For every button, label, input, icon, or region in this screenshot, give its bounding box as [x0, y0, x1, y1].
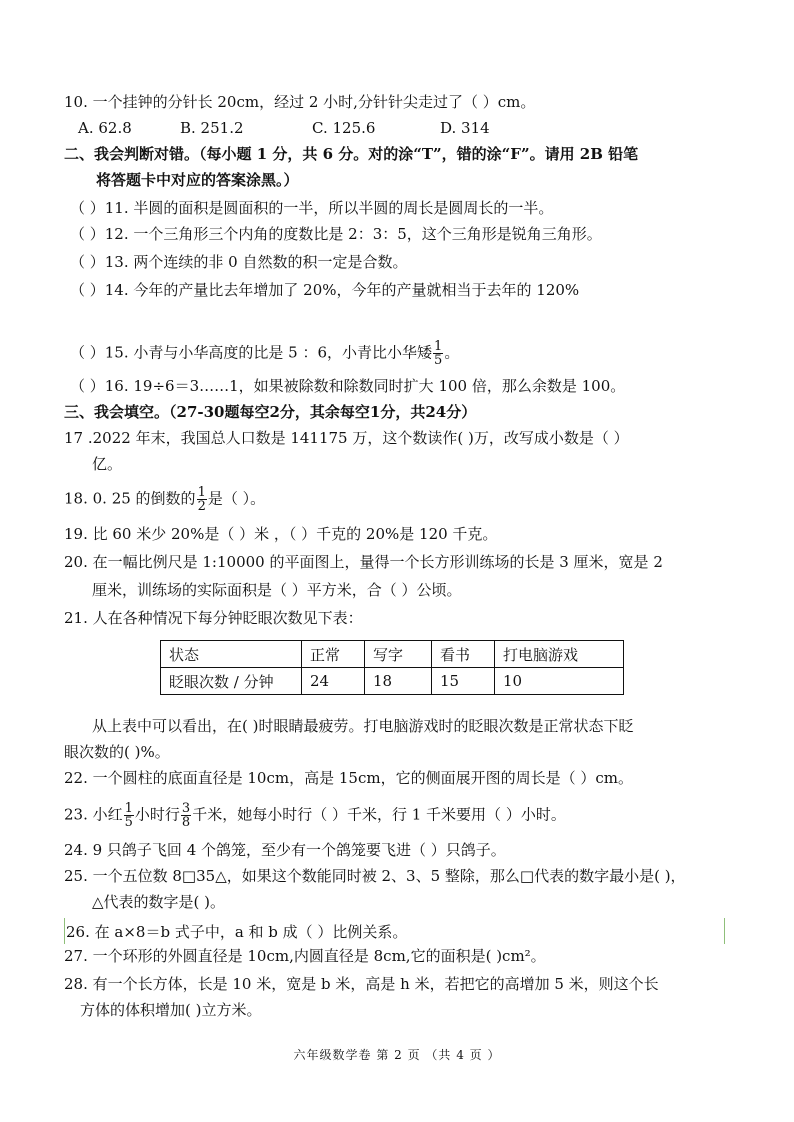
table-header-cell: 看书 [432, 641, 495, 668]
question-28-line1: 28. 有一个长方体，长是 10 米，宽是 b 米，高是 h 米，若把它的高增加 5 米，则这个长 [64, 975, 659, 993]
question-10: 10. 一个挂钟的分针长 20cm，经过 2 小时,分针针尖走过了（ ）cm。 [64, 93, 536, 111]
q18-suffix: 是（ ）。 [207, 489, 266, 508]
section-3-title: 三、我会填空。（27-30题每空2分，其余每空1分，共24分） [64, 403, 477, 421]
q23-fraction-1 [124, 802, 134, 829]
q10-option-b: B. 251.2 [180, 119, 244, 137]
blink-rate-table [160, 640, 624, 695]
table-header-cell: 写字 [365, 641, 432, 668]
table-cell: 24 [302, 668, 365, 695]
margin-mark-right [724, 918, 725, 944]
table-row [161, 668, 624, 695]
question-25-line1: 25. 一个五位数 8□35△，如果这个数能同时被 2、3、5 整除，那么□代表的数字最小是( )， [64, 867, 686, 885]
question-20-line2: 厘米，训练场的实际面积是（ ）平方米，合（ ）公顷。 [92, 581, 462, 599]
question-28-line2: 方体的体积增加( )立方米。 [80, 1001, 262, 1019]
q15-fraction [433, 340, 443, 367]
q18-fraction [197, 486, 207, 513]
question-12: （ ）12. 一个三角形三个内角的度数比是 2：3：5，这个三角形是锐角三角形。 [70, 225, 602, 243]
question-23 [64, 802, 566, 829]
question-17-line2: 亿。 [92, 455, 123, 473]
question-19: 19. 比 60 米少 20%是（ ）米 ，（ ）千克的 20%是 120 千克。 [64, 525, 498, 543]
q23-text-a: 23. 小红 [64, 805, 123, 824]
q23-text-c: 千米，她每小时行（ ）千米，行 1 千米要用（ ）小时。 [192, 805, 566, 824]
question-21-line2: 眼次数的( )%。 [64, 743, 170, 761]
table-header-cell: 打电脑游戏 [495, 641, 624, 668]
table-cell: 10 [495, 668, 624, 695]
question-27: 27. 一个环形的外圆直径是 10cm,内圆直径是 8cm,它的面积是( )cm²。 [64, 947, 546, 965]
question-18 [64, 486, 265, 513]
q23-text-b: 小时行 [134, 805, 180, 824]
q23-frac2-den: 8 [181, 815, 191, 830]
q23-frac2-num: 3 [181, 801, 191, 816]
question-16: （ ）16. 19÷6＝3……1，如果被除数和除数同时扩大 100 倍，那么余数是 100。 [70, 377, 626, 395]
question-14: （ ）14. 今年的产量比去年增加了 20%，今年的产量就相当于去年的 120% [70, 281, 580, 299]
question-11: （ ）11. 半圆的面积是圆面积的一半，所以半圆的周长是圆周长的一半。 [70, 199, 554, 217]
question-20-line1: 20. 在一幅比例尺是 1:10000 的平面图上，量得一个长方形训练场的长是 3 厘米，宽是 2 [64, 553, 663, 571]
question-13: （ ）13. 两个连续的非 0 自然数的积一定是合数。 [70, 253, 408, 271]
q23-frac1-den: 5 [124, 815, 133, 830]
q18-text: 18. 0. 25 的倒数的 [64, 489, 196, 508]
q23-fraction-2 [181, 802, 191, 829]
question-22: 22. 一个圆柱的底面直径是 10cm，高是 15cm，它的侧面展开图的周长是（ ）cm。 [64, 769, 633, 787]
q15-frac-den: 5 [434, 353, 443, 368]
section-2-title-line1: 二、我会判断对错。（每小题 1 分，共 6 分。对的涂“T”，错的涂“F”。请用 2B 铅笔 [64, 145, 639, 163]
margin-mark-left [64, 918, 65, 944]
question-24: 24. 9 只鸽子飞回 4 个鸽笼，至少有一个鸽笼要飞进（ ）只鸽子。 [64, 841, 506, 859]
q23-frac1-num: 1 [124, 801, 133, 816]
q15-frac-num: 1 [434, 339, 443, 354]
q18-frac-den: 2 [197, 499, 206, 514]
question-17-line1: 17 .2022 年末，我国总人口数是 141175 万，这个数读作( )万，改写成小数是（ ） [64, 429, 629, 447]
question-25-line2: △代表的数字是( )。 [92, 893, 226, 911]
question-21-intro: 21. 人在各种情况下每分钟眨眼次数见下表： [64, 609, 363, 627]
table-cell: 18 [365, 668, 432, 695]
q10-option-d: D. 314 [440, 119, 490, 137]
table-header-row [161, 641, 624, 668]
q15-suffix: 。 [444, 343, 460, 362]
table-header-cell: 正常 [302, 641, 365, 668]
table-header-cell: 状态 [161, 641, 302, 668]
q10-option-c: C. 125.6 [312, 119, 376, 137]
q18-frac-num: 1 [197, 485, 206, 500]
section-2-title-line2: 将答题卡中对应的答案涂黑。） [96, 171, 299, 189]
q10-option-a: A. 62.8 [78, 119, 132, 137]
question-26: 26. 在 a×8＝b 式子中，a 和 b 成（ ）比例关系。 [66, 923, 408, 941]
page-footer: 六年级数学卷 第 2 页 （共 4 页 ） [293, 1048, 501, 1062]
question-15 [70, 340, 459, 367]
q15-text: （ ）15. 小青与小华高度的比是 5 ：6，小青比小华矮 [70, 343, 433, 362]
table-cell: 眨眼次数 / 分钟 [161, 668, 302, 695]
question-21-line1: 从上表中可以看出，在( )时眼睛最疲劳。打电脑游戏时的眨眼次数是正常状态下眨 [92, 717, 634, 735]
table-cell: 15 [432, 668, 495, 695]
